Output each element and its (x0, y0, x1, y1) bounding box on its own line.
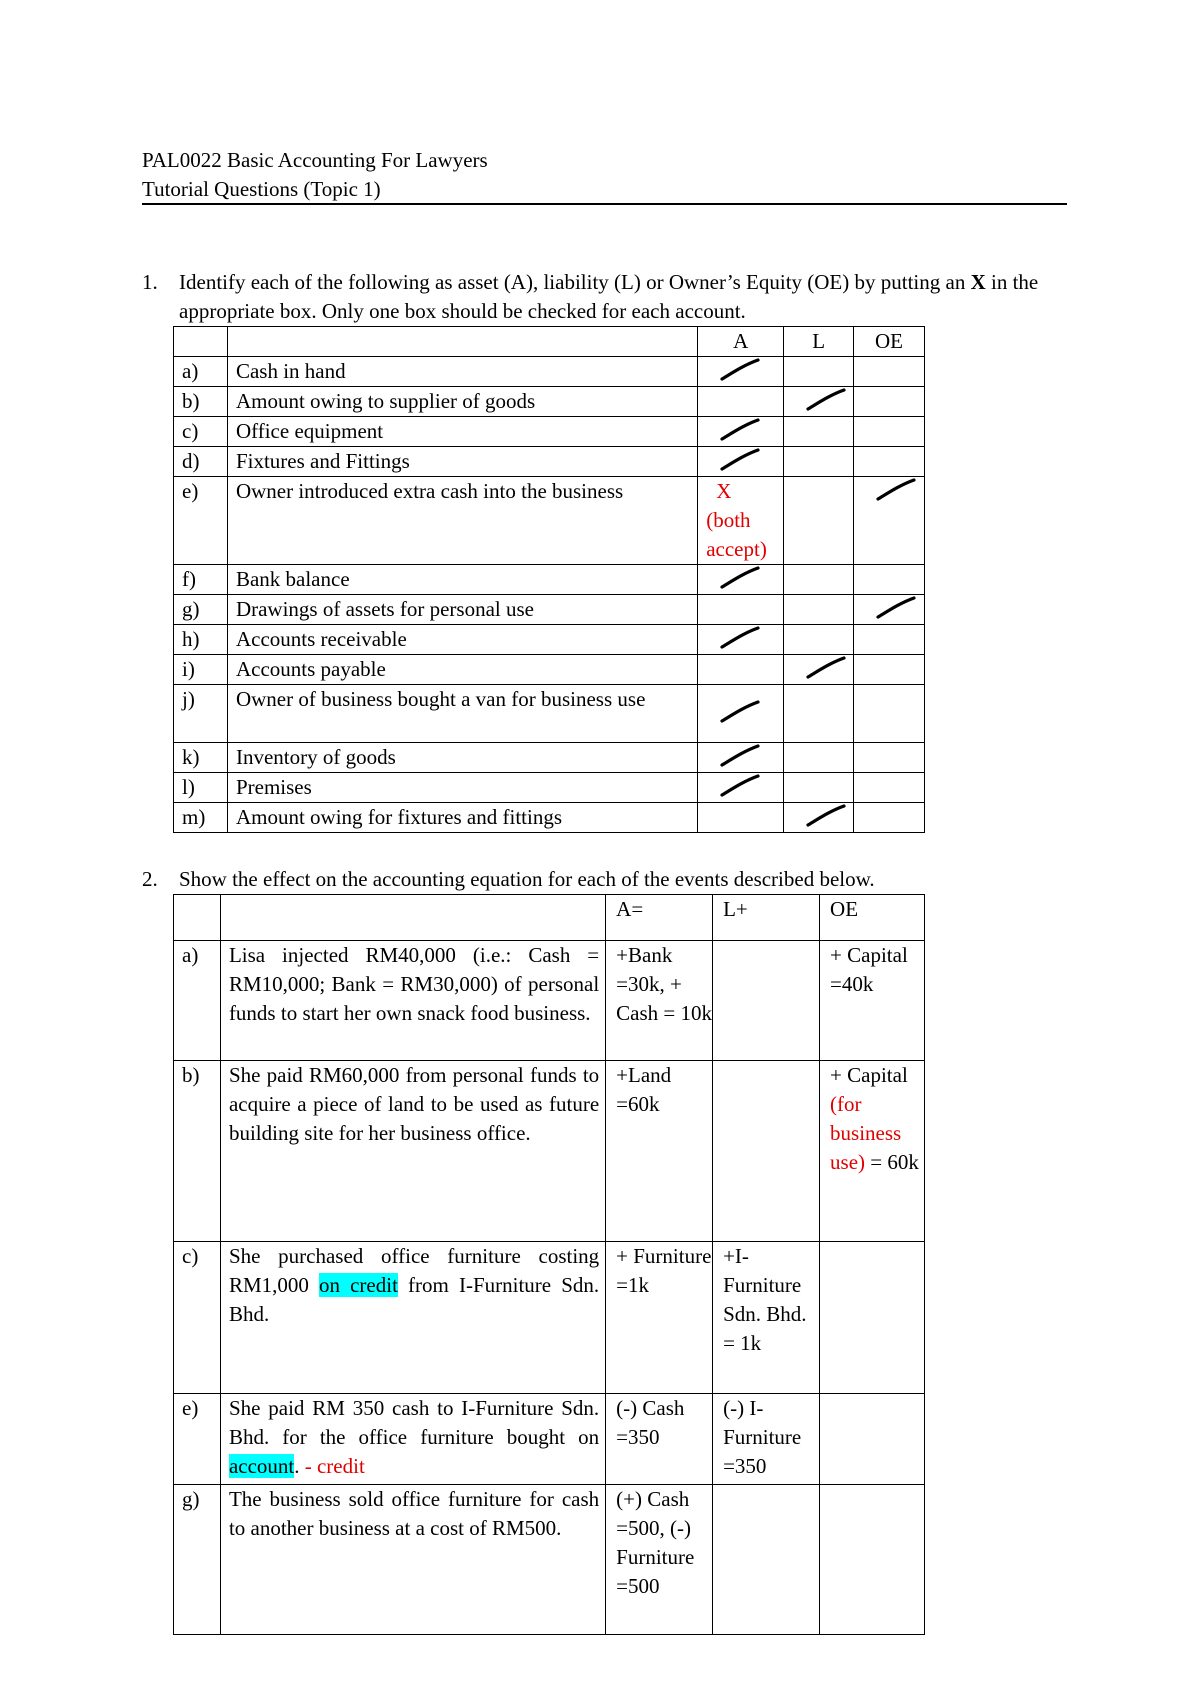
cell-l (784, 357, 854, 387)
table-header-row (174, 327, 925, 357)
cell-oe (854, 655, 925, 685)
assets-effect: (+) Cash =500, (-) Furniture =500 (606, 1485, 713, 1635)
row-letter: b) (174, 387, 228, 417)
equity-effect (820, 1242, 925, 1394)
cell-l (784, 625, 854, 655)
cell-oe (854, 357, 925, 387)
cell-a (698, 357, 784, 387)
col-header-equity: OE (820, 895, 925, 941)
table-row (174, 941, 925, 1061)
cell-a (698, 595, 784, 625)
row-letter: g) (174, 595, 228, 625)
cell-a (698, 803, 784, 833)
table-row (174, 803, 925, 833)
table-row (174, 1061, 925, 1242)
row-letter: c) (174, 1242, 221, 1394)
cell-oe (854, 417, 925, 447)
table-row (174, 477, 925, 565)
cell-l (784, 595, 854, 625)
table-row (174, 417, 925, 447)
cell-l (784, 477, 854, 565)
account-item: Office equipment (227, 417, 697, 447)
cell-oe (854, 773, 925, 803)
row-letter: b) (174, 1061, 221, 1242)
checkmark-icon (862, 595, 924, 623)
highlighted-text: account (228, 1454, 295, 1478)
account-item: Premises (227, 773, 697, 803)
col-header-liabilities: L+ (713, 895, 820, 941)
col-header-l: L (784, 327, 854, 357)
row-letter: l) (174, 773, 228, 803)
equity-effect: + Capital (for business use) = 60k (820, 1061, 925, 1242)
cell-a (698, 477, 784, 565)
liabilities-effect (713, 1061, 820, 1242)
checkmark-icon (792, 803, 853, 831)
table-header-row (174, 895, 925, 941)
row-letter: a) (174, 357, 228, 387)
col-header-assets: A= (606, 895, 713, 941)
cell-a (698, 655, 784, 685)
checkmark-icon (706, 625, 783, 653)
assets-effect: (-) Cash =350 (606, 1394, 713, 1485)
row-letter: j) (174, 685, 228, 743)
table-row (174, 625, 925, 655)
row-letter: c) (174, 417, 228, 447)
table-row (174, 447, 925, 477)
cell-oe (854, 595, 925, 625)
table-row (174, 655, 925, 685)
account-item: Drawings of assets for personal use (227, 595, 697, 625)
table-row (174, 1394, 925, 1485)
liabilities-effect: +I-Furniture Sdn. Bhd. = 1k (713, 1242, 820, 1394)
table-row (174, 387, 925, 417)
course-title: PAL0022 Basic Accounting For Lawyers (142, 148, 488, 172)
checkmark-icon (706, 447, 783, 475)
cell-l (784, 417, 854, 447)
assets-effect: + Furniture =1k (606, 1242, 713, 1394)
liabilities-effect (713, 1485, 820, 1635)
equity-effect (820, 1394, 925, 1485)
account-item: Fixtures and Fittings (227, 447, 697, 477)
row-letter: d) (174, 447, 228, 477)
table-row (174, 1485, 925, 1635)
red-annotation: - credit (304, 1454, 365, 1478)
row-letter: a) (174, 941, 221, 1061)
table-row (174, 773, 925, 803)
cell-oe (854, 803, 925, 833)
event-description: Lisa injected RM40,000 (i.e.: Cash = RM10,000; Bank = RM30,000) of personal funds to start her own snack food business. (220, 941, 605, 1061)
cell-a (698, 447, 784, 477)
checkmark-icon (706, 417, 783, 445)
equity-effect: + Capital =40k (820, 941, 925, 1061)
account-item: Accounts receivable (227, 625, 697, 655)
tutorial-subtitle: Tutorial Questions (Topic 1) (142, 177, 381, 201)
row-letter: h) (174, 625, 228, 655)
checkmark-icon (706, 743, 783, 771)
table-row (174, 565, 925, 595)
table-row (174, 595, 925, 625)
cell-oe (854, 447, 925, 477)
checkmark-icon (706, 565, 783, 593)
question-text: Identify each of the following as asset (A), liability (L) or Owner’s Equity (OE) by putting an X in the appropriate box. Only one box should be checked for each account. (179, 270, 1039, 323)
highlighted-text: on credit (319, 1273, 398, 1297)
account-item: Cash in hand (227, 357, 697, 387)
cell-oe (854, 743, 925, 773)
checkmark-icon (706, 357, 783, 385)
checkmark-icon (792, 387, 853, 415)
row-letter: e) (174, 1394, 221, 1485)
accounting-equation-table (173, 894, 925, 1635)
event-description: She paid RM 350 cash to I-Furniture Sdn. Bhd. for the office furniture bought on account. - credit (220, 1394, 605, 1485)
bold-x: X (970, 270, 986, 294)
table-row (174, 685, 925, 743)
table-row (174, 743, 925, 773)
cell-l (784, 743, 854, 773)
liabilities-effect: (-) I-Furniture =350 (713, 1394, 820, 1485)
table-row (174, 1242, 925, 1394)
cell-a (698, 417, 784, 447)
account-item: Owner of business bought a van for business use (227, 685, 697, 743)
classification-table (173, 326, 925, 833)
row-letter: g) (174, 1485, 221, 1635)
cell-l (784, 773, 854, 803)
account-item: Accounts payable (227, 655, 697, 685)
cell-a (698, 743, 784, 773)
note-line: (both (706, 508, 751, 532)
cell-oe (854, 625, 925, 655)
event-description: The business sold office furniture for cash to another business at a cost of RM500. (220, 1485, 605, 1635)
col-header-oe: OE (854, 327, 925, 357)
table-row (174, 357, 925, 387)
cell-oe (854, 387, 925, 417)
cell-a (698, 387, 784, 417)
cell-l (784, 685, 854, 743)
checkmark-icon (706, 773, 783, 801)
row-letter: k) (174, 743, 228, 773)
cell-oe (854, 565, 925, 595)
checkmark-icon (792, 655, 853, 683)
red-annotation: (for business use) (830, 1092, 902, 1174)
col-header-a: A (698, 327, 784, 357)
document-header (142, 146, 488, 204)
cell-l (784, 387, 854, 417)
account-item: Owner introduced extra cash into the business (227, 477, 697, 565)
cell-oe (854, 685, 925, 743)
cell-a (698, 773, 784, 803)
liabilities-effect (713, 941, 820, 1061)
checkmark-icon (862, 477, 924, 505)
cell-l (784, 447, 854, 477)
cell-a (698, 565, 784, 595)
account-item: Inventory of goods (227, 743, 697, 773)
note-x: X (716, 479, 732, 503)
checkmark-icon (706, 699, 783, 727)
question-text: Show the effect on the accounting equation for each of the events described below. (179, 867, 875, 891)
assets-effect: +Land =60k (606, 1061, 713, 1242)
question-number: 1. (142, 270, 158, 294)
row-letter: f) (174, 565, 228, 595)
assets-effect: +Bank =30k, + Cash = 10k (606, 941, 713, 1061)
equity-effect (820, 1485, 925, 1635)
cell-a (698, 685, 784, 743)
row-letter: m) (174, 803, 228, 833)
event-description: She paid RM60,000 from personal funds to acquire a piece of land to be used as future building site for her business office. (220, 1061, 605, 1242)
account-item: Bank balance (227, 565, 697, 595)
event-description: She purchased office furniture costing RM1,000 on credit from I-Furniture Sdn. Bhd. (220, 1242, 605, 1394)
row-letter: e) (174, 477, 228, 565)
cell-l (784, 565, 854, 595)
question-number: 2. (142, 867, 158, 891)
note-line: accept) (706, 537, 767, 561)
cell-l (784, 803, 854, 833)
cell-oe (854, 477, 925, 565)
row-letter: i) (174, 655, 228, 685)
cell-a (698, 625, 784, 655)
header-divider (142, 203, 1067, 205)
account-item: Amount owing for fixtures and fittings (227, 803, 697, 833)
account-item: Amount owing to supplier of goods (227, 387, 697, 417)
cell-l (784, 655, 854, 685)
